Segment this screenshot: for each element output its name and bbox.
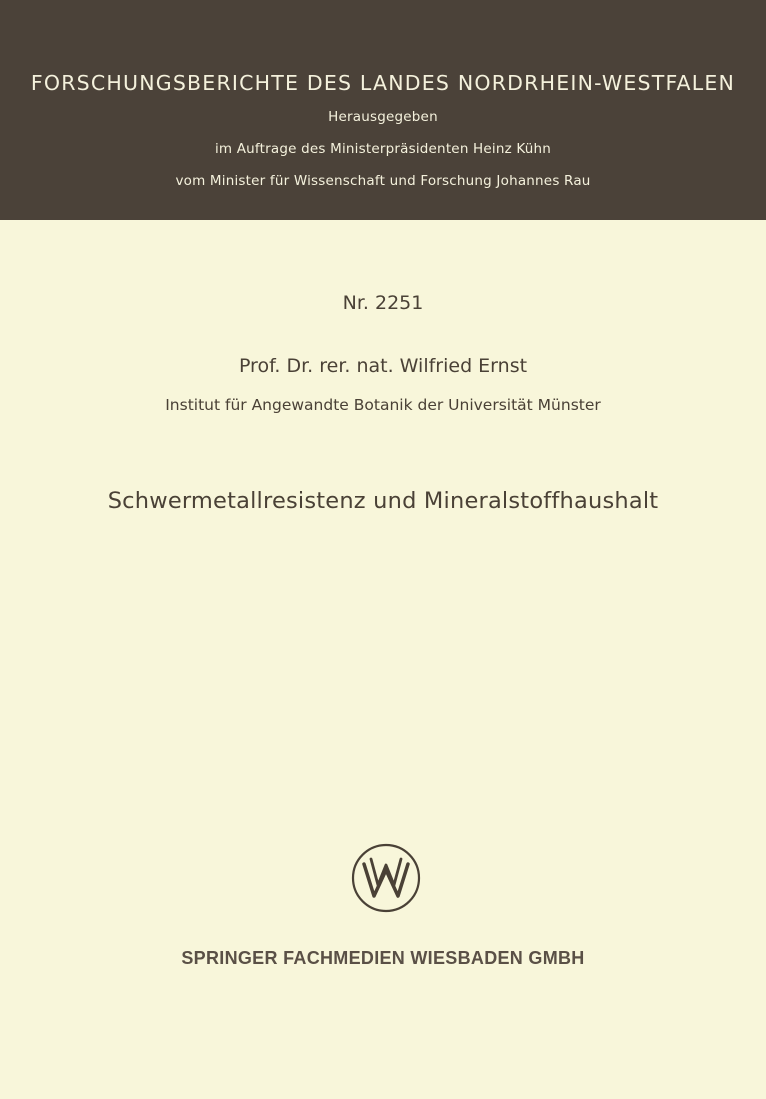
institution: Institut für Angewandte Botanik der Universität Münster bbox=[165, 396, 601, 414]
publisher-name: SPRINGER FACHMEDIEN WIESBADEN GMBH bbox=[181, 948, 585, 968]
author-name: Prof. Dr. rer. nat. Wilfried Ernst bbox=[238, 355, 528, 377]
commission-line: im Auftrage des Ministerpräsidenten Heinz Kühn bbox=[214, 141, 552, 157]
publisher-label: Herausgegeben bbox=[328, 109, 438, 125]
series-title: FORSCHUNGSBERICHTE DES LANDES NORDRHEIN-WESTFALEN bbox=[30, 71, 736, 95]
book-title: Schwermetallresistenz und Mineralstoffhaushalt bbox=[107, 488, 659, 514]
publisher-ww-logo-icon bbox=[350, 842, 422, 914]
header-band bbox=[0, 0, 766, 220]
minister-line: vom Minister für Wissenschaft und Forschung Johannes Rau bbox=[175, 173, 591, 189]
volume-number: Nr. 2251 bbox=[342, 292, 424, 314]
